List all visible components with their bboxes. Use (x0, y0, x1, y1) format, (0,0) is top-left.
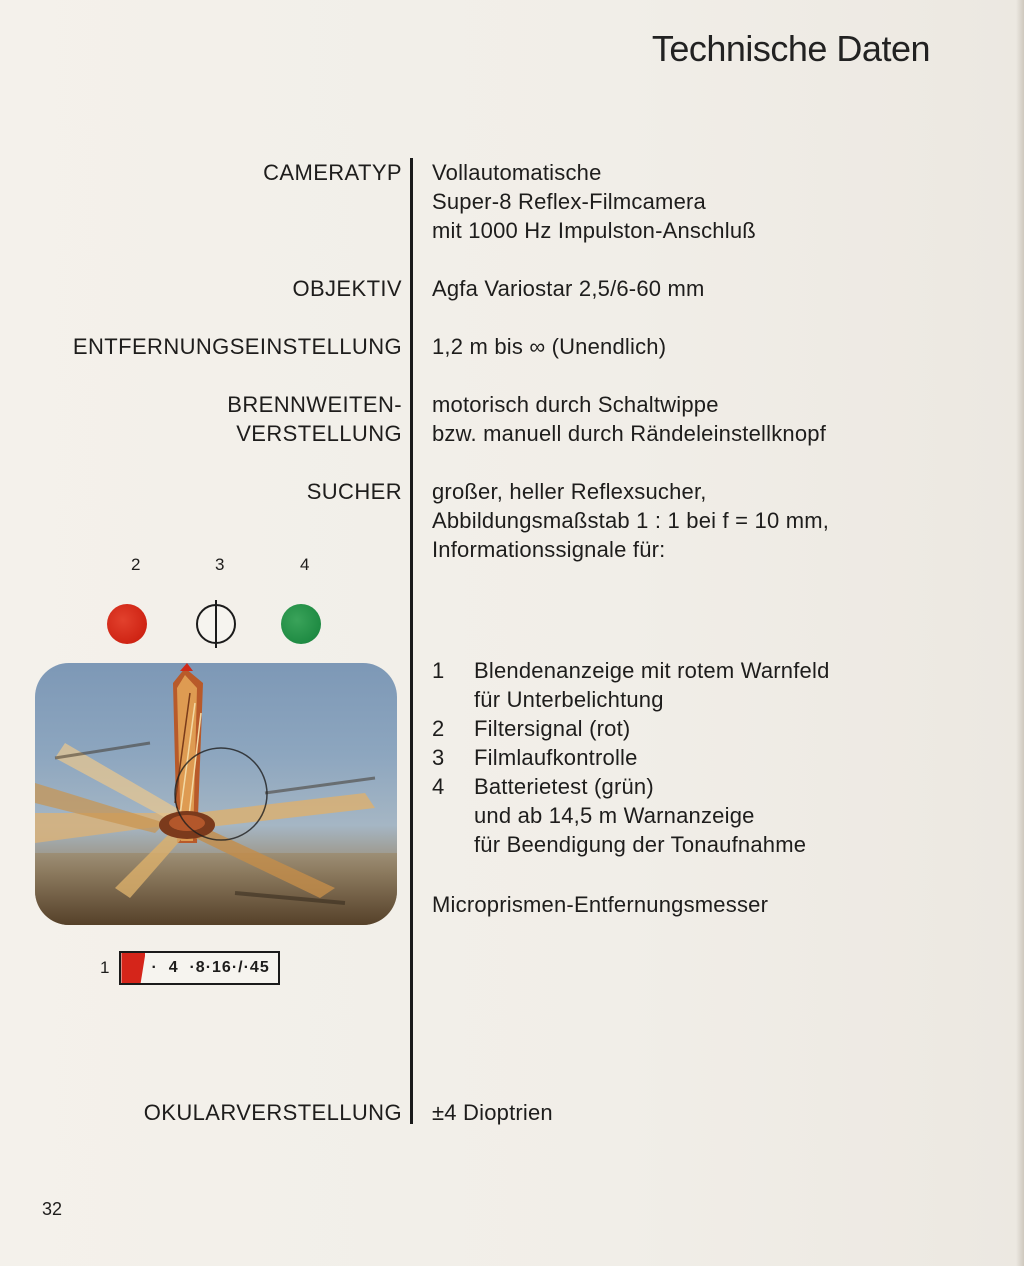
battery-test-green-icon (281, 604, 321, 644)
spec-value-objektiv (432, 274, 705, 303)
signal-legend (432, 656, 830, 859)
spec-label-entfernung: ENTFERNUNGSEINSTELLUNG (72, 334, 402, 359)
signal-number-3: 3 (215, 555, 225, 574)
spec-value-line: Super-8 Reflex-Filmcamera (432, 189, 706, 214)
spec-label-line: BRENNWEITEN- (227, 392, 402, 417)
page-title: Technische Daten (651, 28, 930, 69)
legend-text: Batterietest (grün) (474, 774, 654, 799)
spec-value-line: mit 1000 Hz Impulston-Anschluß (432, 218, 756, 243)
signal-number-2: 2 (131, 555, 141, 574)
legend-text: Blendenanzeige mit rotem Warnfeld (474, 658, 830, 683)
spec-value-line: motorisch durch Schaltwippe (432, 392, 719, 417)
legend-text: für Beendigung der Tonaufnahme (474, 832, 807, 857)
spec-value-cameratyp (432, 158, 756, 245)
spec-label-line: VERSTELLUNG (236, 421, 402, 446)
spec-label-sucher: SUCHER (306, 479, 402, 504)
legend-number: 2 (432, 716, 445, 741)
legend-text: für Unterbelichtung (474, 687, 664, 712)
spec-label-okular: OKULARVERSTELLUNG (143, 1100, 402, 1125)
spec-label-brennweiten (227, 390, 402, 448)
legend-text: und ab 14,5 m Warnanzeige (474, 803, 755, 828)
legend-number: 1 (432, 658, 445, 683)
windmill-ride-illustration (35, 663, 397, 925)
spec-value-okular: ±4 Dioptrien (432, 1100, 553, 1125)
spec-value-line: Agfa Variostar 2,5/6-60 mm (432, 276, 705, 301)
legend-row (432, 772, 830, 801)
legend-row (432, 714, 830, 743)
spec-label-cameratyp: CAMERATYP (263, 160, 402, 185)
legend-row (432, 743, 830, 772)
aperture-scale-marks: · 4 ·8·16·/·45 (151, 959, 270, 976)
spec-value-line: großer, heller Reflexsucher, (432, 479, 707, 504)
spec-value-line: 1,2 m bis ∞ (Unendlich) (432, 334, 667, 359)
aperture-scale (100, 952, 280, 984)
filter-signal-red-icon (107, 604, 147, 644)
legend-number: 3 (432, 745, 445, 770)
aperture-scale-box (119, 951, 279, 985)
legend-number: 4 (432, 774, 445, 799)
underexposure-warning-field (121, 953, 145, 983)
spec-value-sucher (432, 477, 829, 564)
spec-value-brennweiten (432, 390, 826, 448)
signal-number-4: 4 (300, 555, 310, 574)
legend-row (432, 830, 830, 859)
spec-value-line: bzw. manuell durch Rändeleinstellknopf (432, 421, 827, 446)
spec-label-objektiv: OBJEKTIV (292, 276, 402, 301)
spec-value-entfernung (432, 332, 666, 361)
legend-row (432, 656, 830, 685)
legend-row (432, 801, 830, 830)
page-number: 32 (42, 1199, 63, 1219)
legend-text: Filmlaufkontrolle (474, 745, 638, 770)
aperture-scale-first: 1 (100, 958, 110, 977)
legend-text: Filtersignal (rot) (474, 716, 631, 741)
microprism-rangefinder: Microprismen-Entfernungsmesser (432, 892, 769, 917)
spec-value-line: Abbildungsmaßstab 1 : 1 bei f = 10 mm, (432, 508, 830, 533)
legend-row (432, 685, 830, 714)
viewfinder-image (35, 663, 397, 925)
spec-value-line: Vollautomatische (432, 160, 602, 185)
spec-value-line: Informationssignale für: (432, 537, 666, 562)
column-divider (410, 158, 413, 1124)
film-running-indicator-icon (196, 604, 236, 644)
